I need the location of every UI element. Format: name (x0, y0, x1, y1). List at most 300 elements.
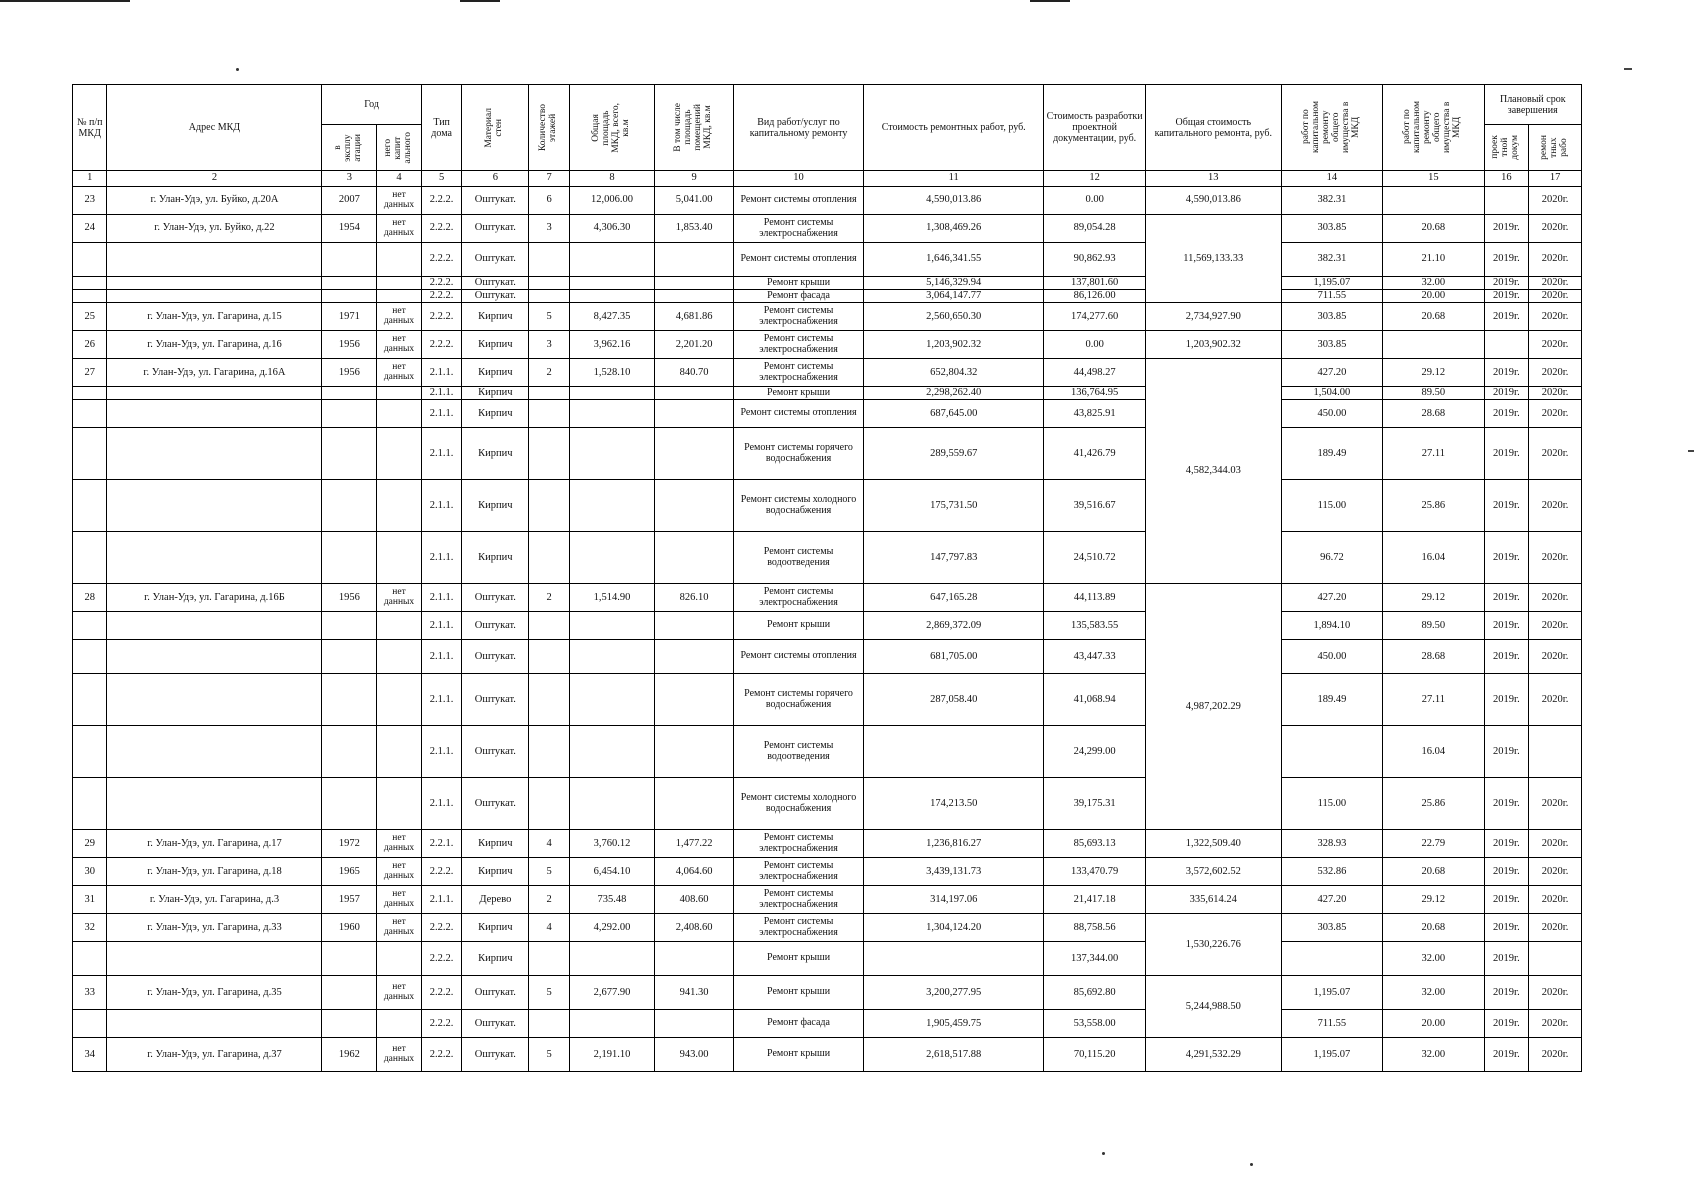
cost-per-sqm-repair: 303.85 (1281, 331, 1382, 359)
total-cost: 4,987,202.29 (1145, 584, 1281, 830)
planned-repair-year: 2020г. (1529, 359, 1582, 387)
year-capital-repair (377, 277, 422, 290)
year-capital-repair (377, 480, 422, 532)
year-capital-repair: нет данных (377, 303, 422, 331)
cost-per-sqm-repair (1281, 942, 1382, 976)
planned-design-year: 2019г. (1484, 428, 1529, 480)
table-row (73, 277, 1582, 290)
mkd-number: 28 (73, 584, 107, 612)
house-type: 2.2.2. (421, 243, 462, 277)
repair-cost (863, 726, 1044, 778)
cost-per-sqm-repair: 382.31 (1281, 187, 1382, 215)
mkd-number (73, 778, 107, 830)
repair-cost: 2,560,650.30 (863, 303, 1044, 331)
floors-count: 5 (529, 858, 570, 886)
planned-design-year: 2019г. (1484, 400, 1529, 428)
design-cost: 39,175.31 (1044, 778, 1145, 830)
cost-per-sqm-design: 16.04 (1383, 726, 1484, 778)
repair-cost: 1,203,902.32 (863, 331, 1044, 359)
work-type: Ремонт крыши (734, 612, 864, 640)
year-capital-repair: нет данных (377, 976, 422, 1010)
total-cost: 2,734,927.90 (1145, 303, 1281, 331)
total-cost: 1,203,902.32 (1145, 331, 1281, 359)
design-cost: 39,516.67 (1044, 480, 1145, 532)
year-capital-repair (377, 1010, 422, 1038)
year-operation (322, 277, 377, 290)
premises-area (655, 387, 734, 400)
work-type: Ремонт системы отопления (734, 187, 864, 215)
header-floors: Количество этажей (538, 103, 559, 152)
repair-cost (863, 942, 1044, 976)
year-operation (322, 778, 377, 830)
column-number: 9 (655, 171, 734, 187)
planned-repair-year: 2020г. (1529, 215, 1582, 243)
total-cost: 4,291,532.29 (1145, 1038, 1281, 1072)
repair-cost: 4,590,013.86 (863, 187, 1044, 215)
work-type: Ремонт системы горячего водоснабжения (734, 674, 864, 726)
wall-material: Оштукат. (462, 674, 529, 726)
premises-area: 2,408.60 (655, 914, 734, 942)
mkd-number (73, 674, 107, 726)
planned-design-year: 2019г. (1484, 674, 1529, 726)
table-row-mkd-31 (73, 886, 1582, 914)
design-cost: 137,801.60 (1044, 277, 1145, 290)
work-type: Ремонт системы холодного водоснабжения (734, 480, 864, 532)
cost-per-sqm-repair: 1,195.07 (1281, 277, 1382, 290)
cost-per-sqm-design: 29.12 (1383, 886, 1484, 914)
premises-area: 5,041.00 (655, 187, 734, 215)
year-operation: 1954 (322, 215, 377, 243)
year-operation: 1956 (322, 584, 377, 612)
mkd-address (107, 726, 322, 778)
year-operation (322, 387, 377, 400)
floors-count (529, 243, 570, 277)
column-numbers-row (73, 171, 1582, 187)
total-area: 2,677.90 (569, 976, 654, 1010)
work-type: Ремонт крыши (734, 387, 864, 400)
mkd-address: г. Улан-Удэ, ул. Гагарина, д.15 (107, 303, 322, 331)
year-capital-repair (377, 726, 422, 778)
table-row (73, 640, 1582, 674)
planned-design-year: 2019г. (1484, 584, 1529, 612)
wall-material: Оштукат. (462, 1010, 529, 1038)
mkd-number: 30 (73, 858, 107, 886)
wall-material: Кирпич (462, 428, 529, 480)
mkd-number (73, 726, 107, 778)
table-row-mkd-32 (73, 914, 1582, 942)
wall-material: Оштукат. (462, 778, 529, 830)
planned-design-year: 2019г. (1484, 387, 1529, 400)
wall-material: Оштукат. (462, 726, 529, 778)
planned-repair-year: 2020г. (1529, 428, 1582, 480)
premises-area (655, 726, 734, 778)
repair-cost: 652,804.32 (863, 359, 1044, 387)
mkd-address (107, 277, 322, 290)
wall-material: Оштукат. (462, 215, 529, 243)
cost-per-sqm-repair: 450.00 (1281, 640, 1382, 674)
year-capital-repair: нет данных (377, 830, 422, 858)
planned-repair-year: 2020г. (1529, 532, 1582, 584)
planned-design-year: 2019г. (1484, 532, 1529, 584)
planned-repair-year: 2020г. (1529, 290, 1582, 303)
premises-area (655, 277, 734, 290)
table-row-mkd-33 (73, 976, 1582, 1010)
total-area (569, 480, 654, 532)
wall-material: Оштукат. (462, 612, 529, 640)
premises-area (655, 532, 734, 584)
wall-material: Оштукат. (462, 1038, 529, 1072)
design-cost: 89,054.28 (1044, 215, 1145, 243)
cost-per-sqm-repair: 1,195.07 (1281, 1038, 1382, 1072)
total-area: 3,760.12 (569, 830, 654, 858)
mkd-number (73, 532, 107, 584)
header-work-type: Вид работ/услуг по капитальному ремонту (734, 85, 864, 171)
cost-per-sqm-design: 32.00 (1383, 1038, 1484, 1072)
year-capital-repair (377, 674, 422, 726)
column-number: 11 (863, 171, 1044, 187)
floors-count (529, 674, 570, 726)
design-cost: 41,068.94 (1044, 674, 1145, 726)
planned-repair-year: 2020г. (1529, 387, 1582, 400)
total-area (569, 277, 654, 290)
table-row (73, 387, 1582, 400)
cost-per-sqm-design: 21.10 (1383, 243, 1484, 277)
cost-per-sqm-design (1383, 187, 1484, 215)
total-cost: 5,244,988.50 (1145, 976, 1281, 1038)
planned-repair-year: 2020г. (1529, 778, 1582, 830)
house-type: 2.2.2. (421, 215, 462, 243)
design-cost: 174,277.60 (1044, 303, 1145, 331)
planned-design-year: 2019г. (1484, 976, 1529, 1010)
mkd-number: 23 (73, 187, 107, 215)
year-operation (322, 290, 377, 303)
wall-material: Кирпич (462, 830, 529, 858)
work-type: Ремонт системы отопления (734, 400, 864, 428)
year-capital-repair: нет данных (377, 187, 422, 215)
cost-per-sqm-design: 32.00 (1383, 277, 1484, 290)
mkd-address: г. Улан-Удэ, ул. Гагарина, д.17 (107, 830, 322, 858)
table-row-mkd-26 (73, 331, 1582, 359)
mkd-address: г. Улан-Удэ, ул. Буйко, д.20А (107, 187, 322, 215)
header-num: № п/п МКД (73, 85, 107, 171)
wall-material: Оштукат. (462, 640, 529, 674)
planned-design-year: 2019г. (1484, 243, 1529, 277)
work-type: Ремонт крыши (734, 277, 864, 290)
year-capital-repair (377, 532, 422, 584)
cost-per-sqm-repair: 382.31 (1281, 243, 1382, 277)
wall-material: Кирпич (462, 480, 529, 532)
house-type: 2.2.2. (421, 187, 462, 215)
planned-repair-year: 2020г. (1529, 1038, 1582, 1072)
planned-repair-year: 2020г. (1529, 674, 1582, 726)
mkd-number: 31 (73, 886, 107, 914)
cost-per-sqm-repair: 711.55 (1281, 290, 1382, 303)
wall-material: Кирпич (462, 387, 529, 400)
design-cost: 43,447.33 (1044, 640, 1145, 674)
floors-count: 3 (529, 215, 570, 243)
house-type: 2.2.2. (421, 858, 462, 886)
premises-area (655, 1010, 734, 1038)
mkd-number (73, 640, 107, 674)
repair-cost: 5,146,329.94 (863, 277, 1044, 290)
work-type: Ремонт системы холодного водоснабжения (734, 778, 864, 830)
house-type: 2.1.1. (421, 726, 462, 778)
cost-per-sqm-repair: 115.00 (1281, 778, 1382, 830)
premises-area: 4,064.60 (655, 858, 734, 886)
total-cost: 4,590,013.86 (1145, 187, 1281, 215)
premises-area (655, 480, 734, 532)
total-area (569, 400, 654, 428)
header-repair-cost: Стоимость ремонтных работ, руб. (863, 85, 1044, 171)
mkd-address (107, 480, 322, 532)
mkd-address (107, 428, 322, 480)
premises-area: 943.00 (655, 1038, 734, 1072)
total-area (569, 726, 654, 778)
planned-design-year: 2019г. (1484, 215, 1529, 243)
year-capital-repair: нет данных (377, 886, 422, 914)
floors-count: 5 (529, 1038, 570, 1072)
planned-repair-year: 2020г. (1529, 886, 1582, 914)
repair-cost: 647,165.28 (863, 584, 1044, 612)
table-row-mkd-28 (73, 584, 1582, 612)
house-type: 2.2.2. (421, 914, 462, 942)
cost-per-sqm-repair: 115.00 (1281, 480, 1382, 532)
design-cost: 85,693.13 (1044, 830, 1145, 858)
work-type: Ремонт крыши (734, 976, 864, 1010)
wall-material: Кирпич (462, 942, 529, 976)
repair-cost: 687,645.00 (863, 400, 1044, 428)
mkd-address: г. Улан-Удэ, ул. Гагарина, д.37 (107, 1038, 322, 1072)
mkd-address: г. Улан-Удэ, ул. Гагарина, д.33 (107, 914, 322, 942)
premises-area: 941.30 (655, 976, 734, 1010)
year-operation (322, 400, 377, 428)
wall-material: Кирпич (462, 359, 529, 387)
repair-cost: 287,058.40 (863, 674, 1044, 726)
total-area: 1,514.90 (569, 584, 654, 612)
house-type: 2.1.1. (421, 674, 462, 726)
cost-per-sqm-design: 29.12 (1383, 359, 1484, 387)
mkd-number: 26 (73, 331, 107, 359)
floors-count: 2 (529, 359, 570, 387)
cost-per-sqm-repair: 427.20 (1281, 584, 1382, 612)
column-number: 1 (73, 171, 107, 187)
year-capital-repair (377, 387, 422, 400)
work-type: Ремонт системы электроснабжения (734, 914, 864, 942)
total-area (569, 778, 654, 830)
year-capital-repair (377, 612, 422, 640)
total-cost: 3,572,602.52 (1145, 858, 1281, 886)
header-planned-repair: ремон тных рабо (1539, 135, 1570, 160)
floors-count: 2 (529, 886, 570, 914)
total-area (569, 1010, 654, 1038)
mkd-address (107, 778, 322, 830)
table-row-mkd-27 (73, 359, 1582, 387)
column-number: 16 (1484, 171, 1529, 187)
planned-design-year: 2019г. (1484, 914, 1529, 942)
floors-count (529, 778, 570, 830)
planned-repair-year: 2020г. (1529, 331, 1582, 359)
house-type: 2.2.2. (421, 1010, 462, 1038)
floors-count (529, 1010, 570, 1038)
cost-per-sqm-repair: 1,195.07 (1281, 976, 1382, 1010)
design-cost: 137,344.00 (1044, 942, 1145, 976)
planned-repair-year: 2020г. (1529, 858, 1582, 886)
cost-per-sqm-design: 27.11 (1383, 428, 1484, 480)
cost-per-sqm-repair: 450.00 (1281, 400, 1382, 428)
table-row (73, 674, 1582, 726)
cost-per-sqm-design: 20.68 (1383, 215, 1484, 243)
repair-cost: 3,064,147.77 (863, 290, 1044, 303)
table-row (73, 1010, 1582, 1038)
wall-material: Кирпич (462, 914, 529, 942)
house-type: 2.2.1. (421, 830, 462, 858)
planned-repair-year (1529, 726, 1582, 778)
planned-repair-year: 2020г. (1529, 243, 1582, 277)
scan-speck (236, 68, 239, 71)
planned-design-year: 2019г. (1484, 290, 1529, 303)
premises-area: 1,477.22 (655, 830, 734, 858)
repair-cost: 2,298,262.40 (863, 387, 1044, 400)
design-cost: 90,862.93 (1044, 243, 1145, 277)
floors-count: 2 (529, 584, 570, 612)
premises-area (655, 290, 734, 303)
floors-count: 5 (529, 303, 570, 331)
repair-cost: 175,731.50 (863, 480, 1044, 532)
design-cost: 136,764.95 (1044, 387, 1145, 400)
total-area (569, 243, 654, 277)
total-area: 3,962.16 (569, 331, 654, 359)
design-cost: 41,426.79 (1044, 428, 1145, 480)
work-type: Ремонт крыши (734, 942, 864, 976)
cost-per-sqm-design: 28.68 (1383, 400, 1484, 428)
year-operation (322, 532, 377, 584)
mkd-number: 33 (73, 976, 107, 1010)
work-type: Ремонт системы электроснабжения (734, 331, 864, 359)
design-cost: 53,558.00 (1044, 1010, 1145, 1038)
mkd-address (107, 942, 322, 976)
header-total-cost: Общая стоимость капитального ремонта, руб. (1145, 85, 1281, 171)
planned-repair-year: 2020г. (1529, 914, 1582, 942)
floors-count (529, 480, 570, 532)
year-capital-repair (377, 400, 422, 428)
header-year-capital: него капит ального (383, 131, 413, 164)
table-row (73, 532, 1582, 584)
total-area: 8,427.35 (569, 303, 654, 331)
cost-per-sqm-repair: 1,504.00 (1281, 387, 1382, 400)
wall-material: Оштукат. (462, 243, 529, 277)
year-capital-repair (377, 243, 422, 277)
year-capital-repair: нет данных (377, 1038, 422, 1072)
year-operation (322, 612, 377, 640)
mkd-address (107, 387, 322, 400)
header-year: Год (322, 85, 421, 125)
house-type: 2.2.2. (421, 976, 462, 1010)
year-operation (322, 428, 377, 480)
header-design-cost: Стоимость разработки проектной документации, руб. (1044, 85, 1145, 171)
house-type: 2.1.1. (421, 778, 462, 830)
work-type: Ремонт системы электроснабжения (734, 215, 864, 243)
planned-design-year: 2019г. (1484, 886, 1529, 914)
total-area: 4,306.30 (569, 215, 654, 243)
floors-count (529, 942, 570, 976)
planned-design-year: 2019г. (1484, 359, 1529, 387)
cost-per-sqm-design: 22.79 (1383, 830, 1484, 858)
table-row-mkd-24 (73, 215, 1582, 243)
mkd-number (73, 612, 107, 640)
year-capital-repair: нет данных (377, 359, 422, 387)
work-type: Ремонт системы электроснабжения (734, 584, 864, 612)
floors-count (529, 428, 570, 480)
cost-per-sqm-repair (1281, 726, 1382, 778)
work-type: Ремонт фасада (734, 290, 864, 303)
cost-per-sqm-repair: 328.93 (1281, 830, 1382, 858)
design-cost: 21,417.18 (1044, 886, 1145, 914)
repair-cost: 3,200,277.95 (863, 976, 1044, 1010)
repair-cost: 2,618,517.88 (863, 1038, 1044, 1072)
mkd-address (107, 400, 322, 428)
work-type: Ремонт системы водоотведения (734, 726, 864, 778)
work-type: Ремонт крыши (734, 1038, 864, 1072)
floors-count: 4 (529, 830, 570, 858)
cost-per-sqm-repair: 303.85 (1281, 914, 1382, 942)
total-area: 1,528.10 (569, 359, 654, 387)
premises-area: 840.70 (655, 359, 734, 387)
premises-area: 1,853.40 (655, 215, 734, 243)
design-cost: 44,498.27 (1044, 359, 1145, 387)
header-wall-material: Материал стен (484, 107, 505, 148)
column-number: 4 (377, 171, 422, 187)
wall-material: Кирпич (462, 858, 529, 886)
capital-repair-table (72, 84, 1582, 1072)
house-type: 2.1.1. (421, 387, 462, 400)
year-operation (322, 1010, 377, 1038)
premises-area: 826.10 (655, 584, 734, 612)
scan-speck (1102, 1152, 1105, 1155)
cost-per-sqm-design: 32.00 (1383, 942, 1484, 976)
planned-design-year: 2019г. (1484, 480, 1529, 532)
design-cost: 86,126.00 (1044, 290, 1145, 303)
planned-design-year: 2019г. (1484, 612, 1529, 640)
cost-per-sqm-design: 20.68 (1383, 303, 1484, 331)
repair-cost: 314,197.06 (863, 886, 1044, 914)
header-planned-design: проек тной докум (1490, 135, 1521, 160)
planned-repair-year: 2020г. (1529, 584, 1582, 612)
premises-area (655, 942, 734, 976)
column-number: 13 (1145, 171, 1281, 187)
cost-per-sqm-design: 28.68 (1383, 640, 1484, 674)
year-capital-repair: нет данных (377, 584, 422, 612)
cost-per-sqm-design: 29.12 (1383, 584, 1484, 612)
year-operation (322, 942, 377, 976)
year-operation: 1956 (322, 359, 377, 387)
scan-speck (1688, 450, 1694, 452)
design-cost: 70,115.20 (1044, 1038, 1145, 1072)
planned-design-year (1484, 187, 1529, 215)
column-number: 17 (1529, 171, 1582, 187)
floors-count: 4 (529, 914, 570, 942)
house-type: 2.1.1. (421, 400, 462, 428)
cost-per-sqm-design: 20.00 (1383, 290, 1484, 303)
year-operation: 1957 (322, 886, 377, 914)
total-cost: 11,569,133.33 (1145, 215, 1281, 303)
mkd-number (73, 400, 107, 428)
house-type: 2.2.2. (421, 942, 462, 976)
premises-area (655, 400, 734, 428)
premises-area (655, 674, 734, 726)
repair-cost: 289,559.67 (863, 428, 1044, 480)
mkd-address (107, 290, 322, 303)
premises-area (655, 778, 734, 830)
